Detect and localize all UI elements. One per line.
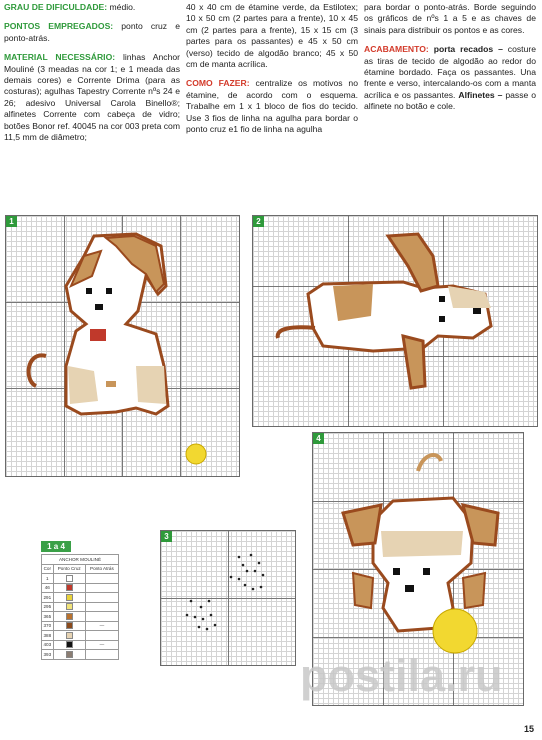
legend-title: 1 a 4 — [41, 541, 71, 552]
legend-cross-swatch — [53, 631, 85, 641]
acabamento-sub: porta recados – — [428, 44, 503, 55]
legend-color-code: 291 — [42, 593, 54, 603]
text-column-2 — [186, 2, 358, 143]
legend-cross-swatch — [53, 621, 85, 631]
text-column-3 — [364, 2, 536, 121]
chart-2-panel — [252, 215, 538, 427]
legend-row — [42, 593, 119, 603]
legend-row — [42, 631, 119, 641]
legend-backstitch — [85, 583, 118, 593]
legend-table — [41, 554, 119, 660]
legend-cross-swatch — [53, 593, 85, 603]
dog-lying-motif — [253, 216, 537, 426]
chart-2-number: 2 — [253, 216, 264, 227]
material-text: linhas Anchor Mouliné (3 meadas na cor 1; e 1 meada das demais cores) e Corrente Drima (para as costuras); agulhas Tapestry Corrente nºs 24 e 26; adesivo Universal Carola Binello®; alfinetes Corrente com cabeça de vidro; botões Bonor ref. 40045 na cor 003 preta com 11,5 mm de diâmetro; — [4, 52, 180, 143]
como-fazer-label: COMO FAZER: — [186, 78, 250, 89]
acabamento-text: costure as tiras de tecido de algodão ao redor do étamine bordado. Faça os passantes. Una frente e verso, intercalando-os com a manta acrílica e os passantes. — [364, 44, 536, 100]
legend-row — [42, 640, 119, 650]
grau-value: médio. — [107, 2, 136, 12]
pontos-value: ponto cruz e ponto-atrás. — [4, 21, 180, 43]
legend-color-code: 403 — [42, 640, 54, 650]
legend-cross-swatch — [53, 640, 85, 650]
legend-color-code: 1 — [42, 574, 54, 584]
legend-cross-swatch — [53, 612, 85, 622]
legend-row — [42, 602, 119, 612]
legend-backstitch — [85, 593, 118, 603]
pontos-label: PONTOS EMPREGADOS: — [4, 21, 114, 32]
legend-backstitch — [85, 650, 118, 660]
alfinetes-label: Alfinetes – — [458, 89, 503, 100]
instructions-continued: para bordar o ponto-atrás. Borde seguindo os gráficos de nºs 1 a 5 e as chaves de sinais para distribuir os pontos e as cores. — [364, 2, 536, 35]
legend-cross-swatch — [53, 583, 85, 593]
legend-row — [42, 621, 119, 631]
page-number: 15 — [523, 724, 534, 734]
material-label: MATERIAL NECESSÁRIO: — [4, 52, 116, 63]
dog-sitting-motif — [6, 216, 239, 476]
legend-backstitch — [85, 574, 118, 584]
legend-backstitch: — — [85, 621, 118, 631]
como-fazer-text: centralize os motivos no étamine, de acordo com o esquema. Trabalhe em 1 x 1 bloco de fios do tecido. Use 3 fios de linha na agulha para bordar o ponto cruz e1 fio de linha na agulha — [186, 78, 358, 135]
legend-color-code: 393 — [42, 650, 54, 660]
legend-backstitch: — — [85, 640, 118, 650]
chart-1-number: 1 — [6, 216, 17, 227]
chart-3-number: 3 — [161, 531, 172, 542]
grau-label: GRAU DE DIFICULDADE: — [4, 2, 108, 12]
legend-cross-swatch — [53, 650, 85, 660]
legend-col-pc: Ponto Cruz — [53, 564, 85, 574]
material-continued: 40 x 40 cm de étamine verde, da Estilotex; 10 x 50 cm (2 partes para a frente), 10 x 45 cm (2 partes para a frente), 15 x 15 cm (3 partes para os passantes) e 45 x 50 cm (verso) tecido de algodão branco; 45 x 50 cm de manta acrílica. — [186, 2, 358, 70]
chart-1-panel — [5, 215, 240, 477]
paw-prints-motif — [161, 531, 295, 665]
legend-color-code: 365 — [42, 612, 54, 622]
legend-color-code: 388 — [42, 631, 54, 641]
legend-row — [42, 583, 119, 593]
alfinetes-text: passe o alfinete no botão e cole. — [364, 89, 536, 112]
thread-legend — [41, 541, 119, 660]
legend-color-code: 370 — [42, 621, 54, 631]
watermark-logo: postila.ru — [300, 650, 503, 701]
legend-brand-header: ANCHOR MOULINÉ — [42, 555, 119, 565]
legend-backstitch — [85, 602, 118, 612]
legend-cross-swatch — [53, 574, 85, 584]
legend-row — [42, 612, 119, 622]
legend-color-code: 295 — [42, 602, 54, 612]
legend-cross-swatch — [53, 602, 85, 612]
chart-3-panel — [160, 530, 296, 666]
legend-color-code: 46 — [42, 583, 54, 593]
legend-backstitch — [85, 631, 118, 641]
legend-col-cor: Cor — [42, 564, 54, 574]
legend-col-pa: Ponto Atrás — [85, 564, 118, 574]
legend-row — [42, 574, 119, 584]
chart-4-number: 4 — [313, 433, 324, 444]
acabamento-label: ACABAMENTO: — [364, 44, 429, 55]
legend-row — [42, 650, 119, 660]
legend-backstitch — [85, 612, 118, 622]
text-column-1 — [4, 2, 180, 151]
